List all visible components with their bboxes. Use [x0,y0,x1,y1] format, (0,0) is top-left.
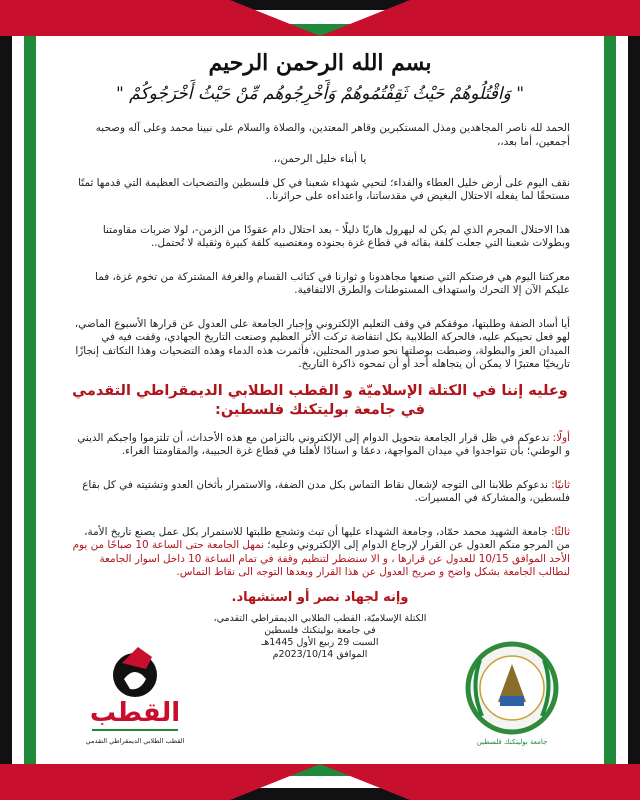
intro-paragraph: الحمد لله ناصر المجاهدين ومذل المستكبرين وقاهر المعتدين، والصلاة والسلام على نبينا محمد وعلى آله وصحبه أجمعين، أما بعد،، [95,122,570,148]
point-second [70,479,570,506]
point-first-text: ندعوكم في ظل قرار الجامعة بتحويل الدوام إلى الإلكتروني بالتزامن مع هذه الأحداث، أن تلتزموا واجبكم الديني و الوطني؛ بأن تتواجدوا في ميدان المواجهة، دعمًا و اسنادًا لأهلنا في قطاع غزة الحبيبة، والمقاومتنا الغراء. [77,431,570,457]
qutb-logo [80,635,190,755]
quran-verse: " وَاقْتُلُوهُمْ حَيْثُ ثَقِفْتُمُوهُمْ وَأَخْرِجُوهُم مِّنْ حَيْثُ أَخْرَجُوكُمْ " [115,84,525,104]
signature-line-4: الموافق 2023/10/14م [272,648,368,660]
paragraph-gaza-martyrs: نقف اليوم على أرض خليل العطاء والفداء؛ لنحيي شهداء شعبنا في كل فلسطين والتضحيات العظيمة التي قدمها ثمنًا مستحقًا لما يفعله الاحتلال البغيض في مقدساتنا، واعتداءه على حرائرنا.. [78,176,570,202]
closing-slogan: وإنه لجهاد نصر أو استشهاد. [231,589,409,605]
left-logo-caption: القطب الطلابي الديمقراطي التقدمي [85,737,185,745]
signature-line-3: السبت 29 ربيع الأول 1445هـ [261,636,379,648]
signature-line-1: الكتلة الإسلاميّة، القطب الطلابي الديمقراطي التقدمي، [213,612,427,624]
mosque-base-icon [500,696,524,706]
paragraph-battle: معركتنا اليوم هي فرصتكم التي صنعها مجاهدونا و ثوارنا في كتائب القسام والغرفة المشتركة من تخوم غزة، فما عليكم الآن إلا التحرك واستهداف المستوطنات والطرق الالتفافية. [95,270,570,296]
right-logo-caption: جامعة بوليتكنك فلسطين [476,738,548,746]
frame-right-green [604,36,616,764]
point-third [70,526,570,580]
statement-content [70,50,570,661]
point-third-text: جامعة الشهيد محمد حمّاد، وجامعة الشهداء عليها أن تبث وتشجع طلبتها للاستمرار بكل عمل يصنع تاريخ الأمة، من المرجو منكم العدول عن القرار لإرجاع الدوام إلى الإلكتروني وعليه؛ [84,525,570,551]
paragraph-occupation: هذا الاحتلال المجرم الذي لم يكن له ليهرول هاربًا ذليلًا - بعد احتلال دام عقودًا من الزمن-، لولا ضربات مقاومتنا وبطولات شعبنا التي جعلت كلفة بقائه في قطاع غزة بجنوده ومغتصبيه كلفة كبيرة وثقيلة لا تُحتمل.. [102,223,570,249]
point-third-label: ثالثًا: [550,525,570,538]
left-logo-divider [92,729,178,731]
point-second-text: ندعوكم طلابنا الى التوجه لإشعال نقاط التماس بكل مدن الضفة، والاستمرار بأثخان العدو وتشتيته في كل بقاع فلسطين، والمشاركة في المسيرات. [82,478,570,504]
frame-right-white [616,36,628,764]
frame-right-black [628,36,640,764]
point-third-ultimatum: نمهل الجامعة حتى الساعة 10 صباحًا من يوم الأحد الموافق 10/15 للعدول عن قرارها ، و الا سنضطر لتنظيم وقفة في تمام الساعة 10 داخل اسوار الجامعة لنطالب الجامعة بشكل واضح و صريح العدول عن هذا القرار وبعدها التوجه الى نقاط التماس. [72,539,570,578]
islamic-bloc-logo [462,640,562,750]
frame-left-green [24,36,36,764]
frame-left-white [12,36,24,764]
basmala-heading: بسم الله الرحمن الرحيم [208,50,432,76]
left-logo-title: القطب [89,698,181,728]
resolution-headline: وعليه إننا في الكتلة الإسلاميّة و القطب الطلابي الديمقراطي التقدمي في جامعة بوليتكنك فلسطين: [72,382,568,418]
frame-left-black [0,36,12,764]
point-first [70,432,570,459]
intro-address: يا أبناء خليل الرحمن،، [273,153,367,165]
paragraph-students: أيا أساد الضفة وطلبتها، موقفكم في وقف التعليم الإلكتروني وإجبار الجامعة على العدول عن قرارها الأسبوع الماضي، لهو فعل نحييكم عليه، فالحركة الطلابية بكل انتفاضة تركت الأثر العظيم وصنعت التاريخ الجهادي، وقفت فيه في الميدان العز والبطولة، وضبطت بوصلتها نحو صدور المحتلين، فأثمرت هذه الدماء وهذه التضحيات وهذا التكاتف إنجازًا تاريخيًا معتبرًا لا يمكن أن يتجاهله أحد أو أن تمحوه ذاكرة التاريخ. [74,317,570,370]
signature-line-2: في جامعة بوليتكنك فلسطين [264,624,376,636]
point-second-label: ثانيًا: [551,478,570,491]
point-first-label: أولًا: [552,431,570,444]
